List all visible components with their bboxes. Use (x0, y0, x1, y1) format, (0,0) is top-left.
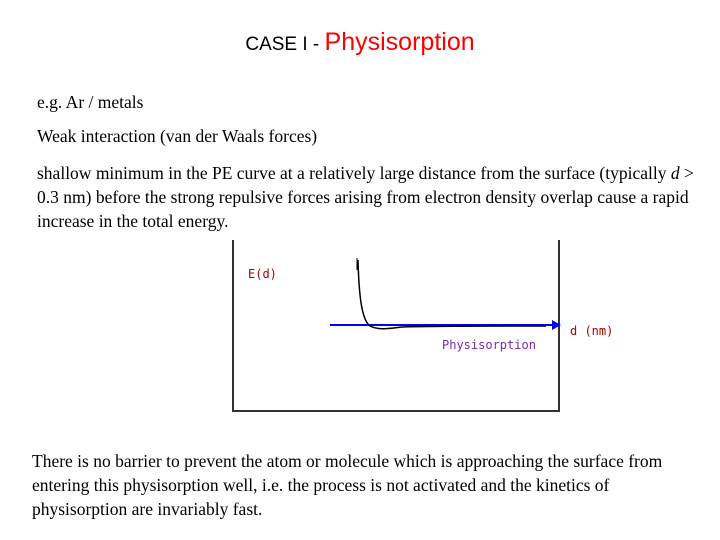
y-axis-label: E(d) (248, 267, 277, 281)
x-axis-label: d (nm) (570, 324, 614, 338)
curve-label: Physisorption (442, 338, 536, 352)
pe-curve-plot (234, 240, 562, 412)
title-main: Physisorption (324, 28, 475, 56)
conclusion-text: There is no barrier to prevent the atom or molecule which is approaching the surface from entering this physisorption well, i.e. the process is not activated and the kinetics of physisorption are invariably fast. (32, 451, 663, 519)
potential-energy-curve (358, 260, 546, 329)
slide-title (0, 28, 720, 57)
title-prefix: CASE I - (245, 34, 325, 55)
x-axis-arrow-icon (552, 320, 561, 330)
example-text: e.g. Ar / metals (37, 92, 144, 112)
pe-curve-figure (232, 240, 560, 412)
interaction-text: Weak interaction (van der Waals forces) (37, 126, 318, 146)
description-text: shallow minimum in the PE curve at a relatively large distance from the surface (typically d > 0.3 nm) before the strong repulsive forces arising from electron density overlap cause a rapid increase in the total energy. (37, 163, 694, 231)
